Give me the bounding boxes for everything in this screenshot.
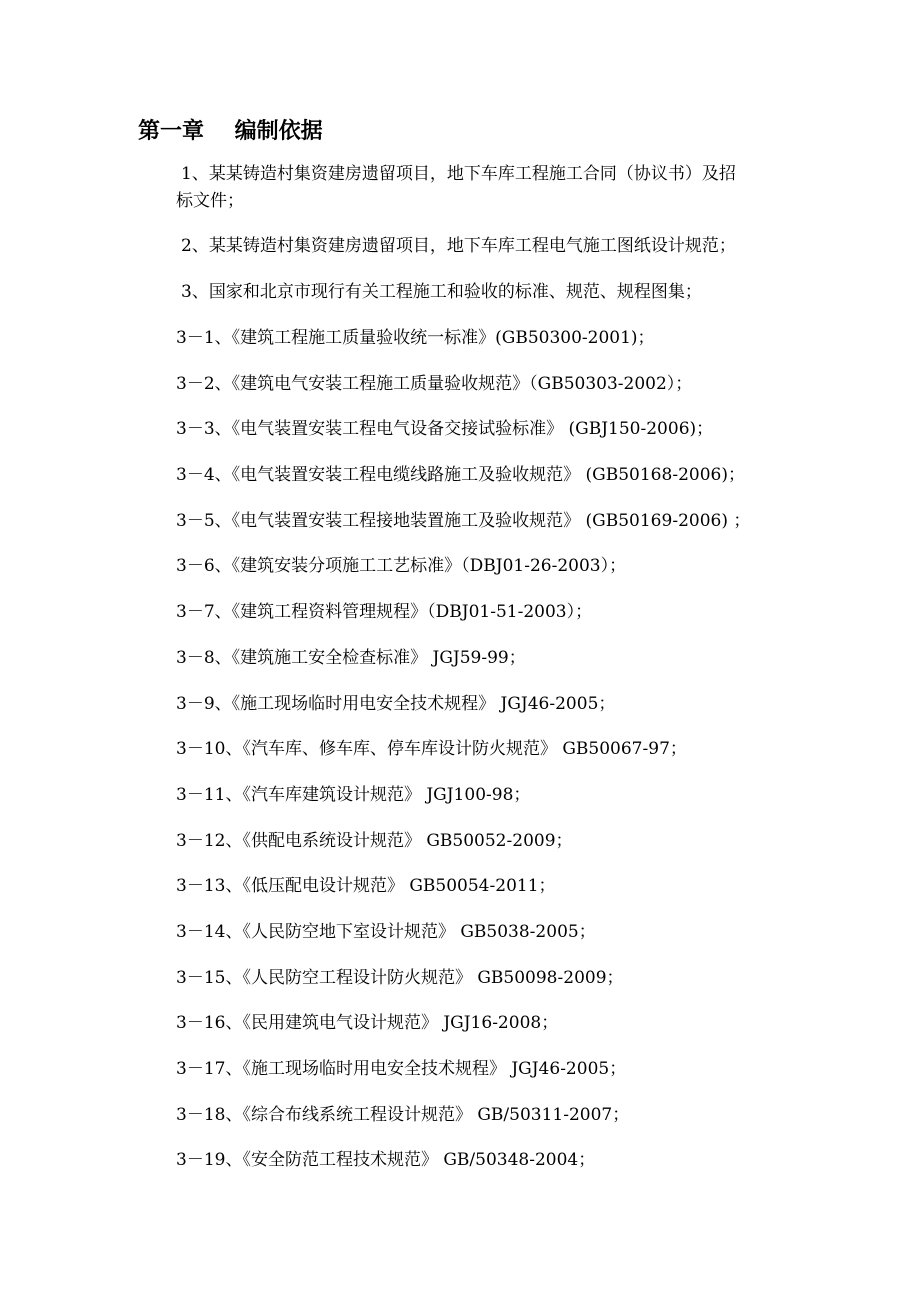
standard-item: 3－18、《综合布线系统工程设计规范》 GB/50311-2007；	[176, 1104, 630, 1125]
basis-item-1	[176, 161, 801, 215]
standard-item: 3－15、《人民防空工程设计防火规范》 GB50098-2009；	[176, 967, 624, 988]
standard-item: 3－3、《电气装置安装工程电气设备交接试验标准》 (GBJ150-2006)；	[176, 419, 714, 440]
standard-item: 3－5、《电气装置安装工程接地装置施工及验收规范》 (GB50169-2006) ；	[176, 510, 751, 531]
basis-item-2: 2、某某铸造村集资建房遗留项目，地下车库工程电气施工图纸设计规范；	[181, 236, 736, 256]
basis-item-1-line-1: 1、某某铸造村集资建房遗留项目，地下车库工程施工合同（协议书）及招	[181, 164, 736, 184]
standard-item: 3－12、《供配电系统设计规范》 GB50052-2009；	[176, 830, 573, 851]
standard-item: 3－11、《汽车库建筑设计规范》 JGJ100-98；	[176, 784, 531, 805]
standard-item: 3－17、《施工现场临时用电安全技术规程》 JGJ46-2005；	[176, 1059, 627, 1079]
standard-item: 3－16、《民用建筑电气设计规范》 JGJ16-2008；	[176, 1013, 559, 1034]
basis-item-3: 3、国家和北京市现行有关工程施工和验收的标准、规范、规程图集；	[181, 282, 702, 302]
standard-item: 3－9、《施工现场临时用电安全技术规程》 JGJ46-2005；	[176, 693, 616, 714]
standard-item: 3－1、《建筑工程施工质量验收统一标准》(GB50300-2001)；	[176, 328, 655, 348]
standard-item: 3－4、《电气装置安装工程电缆线路施工及验收规范》 (GB50168-2006)；	[176, 465, 745, 486]
standard-item: 3－19、《安全防范工程技术规范》 GB/50348-2004；	[176, 1150, 596, 1171]
standard-item: 3－13、《低压配电设计规范》 GB50054-2011；	[176, 876, 556, 897]
standard-item: 3－2、《建筑电气安装工程施工质量验收规范》（GB50303-2002）；	[176, 373, 693, 394]
basis-item-1-line-2: 标文件；	[176, 191, 244, 211]
standards-list	[176, 325, 750, 1193]
standard-item: 3－8、《建筑施工安全检查标准》 JGJ59-99；	[176, 647, 526, 668]
standard-item: 3－7、《建筑工程资料管理规程》（DBJ01-51-2003）；	[176, 602, 593, 623]
standard-item: 3－6、《建筑安装分项施工工艺标准》（DBJ01-26-2003）；	[176, 556, 627, 577]
standard-item: 3－10、《汽车库、修车库、停车库设计防火规范》 GB50067-97；	[176, 739, 687, 760]
standard-item: 3－14、《人民防空地下室设计规范》 GB5038-2005；	[176, 921, 596, 942]
chapter-title: 第一章 编制依据	[138, 119, 323, 144]
